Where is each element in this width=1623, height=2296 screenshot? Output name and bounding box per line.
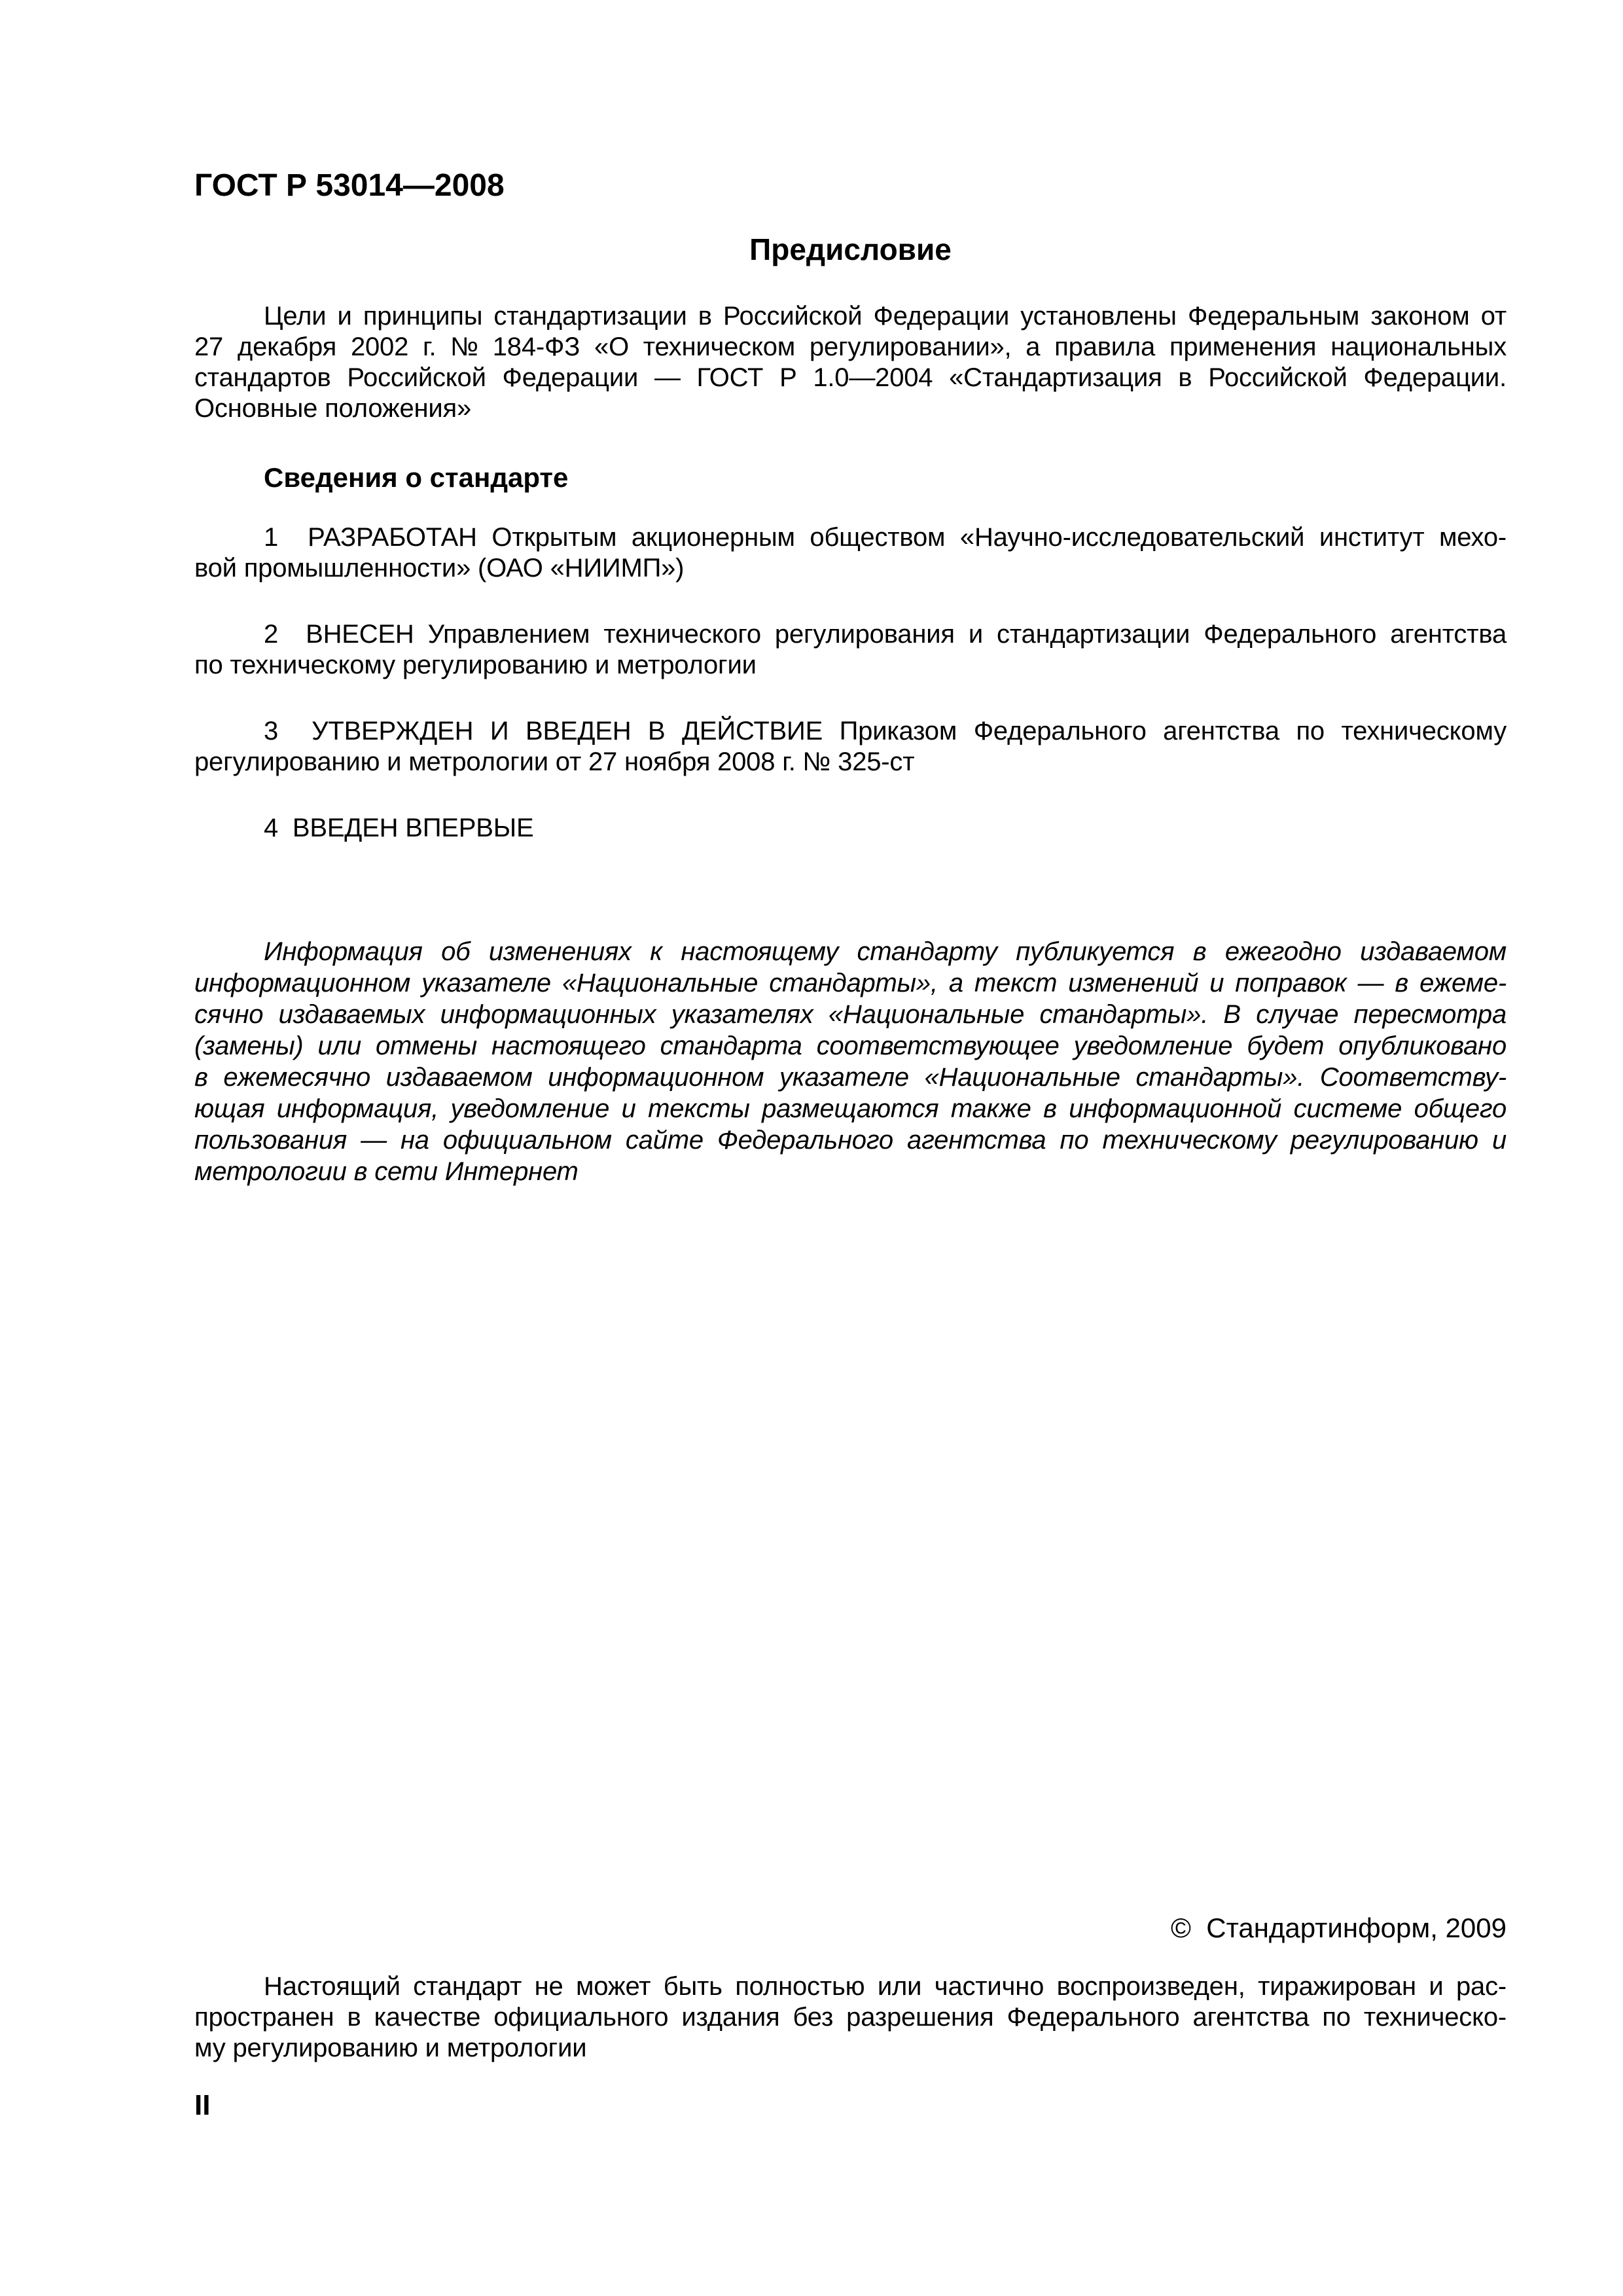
text-line: Информация об изменениях к настоящему стандарту публикуется в ежегодно издаваемом — [264, 937, 1507, 966]
item-vveden — [194, 813, 1507, 844]
text-line: пользования — на официальном сайте Федерального агентства по техническому регулированию и — [194, 1126, 1507, 1155]
doc-code: ГОСТ Р 53014—2008 — [194, 168, 505, 203]
text-line: по техническому регулированию и метрологии — [194, 651, 757, 679]
reproduction-notice — [194, 1971, 1507, 2064]
page-number: II — [194, 2089, 211, 2121]
text-line: информационном указателе «Национальные стандарты», а текст изменений и поправок — в ежеме- — [194, 969, 1507, 997]
text-line: му регулированию и метрологии — [194, 2034, 587, 2062]
text-line: регулированию и метрологии от 27 ноября 2008 г. № 325-ст — [194, 747, 915, 776]
text-line: Настоящий стандарт не может быть полностью или частично воспроизведен, тиражирован и рас- — [264, 1972, 1507, 2001]
text-line: 27 декабря 2002 г. № 184-ФЗ «О техническом регулировании», а правила применения национальных — [194, 332, 1507, 361]
text-line: вой промышленности» (ОАО «НИИМП») — [194, 554, 685, 583]
item-utverzhden — [194, 716, 1507, 778]
text-line: 3 УТВЕРЖДЕН И ВВЕДЕН В ДЕЙСТВИЕ Приказом Федерального агентства по техническому — [264, 717, 1507, 745]
standard-info-heading: Сведения о стандарте — [264, 462, 569, 493]
item-razrabotan — [194, 522, 1507, 584]
copyright-line: © Стандартинформ, 2009 — [1170, 1912, 1507, 1943]
text-line: (замены) или отмены настоящего стандарта соответствующее уведомление будет опубликовано — [194, 1031, 1507, 1060]
text-line: 4 ВВЕДЕН ВПЕРВЫЕ — [264, 814, 534, 842]
text-line: пространен в качестве официального издания без разрешения Федерального агентства по техническо- — [194, 2003, 1507, 2032]
text-line: 1 РАЗРАБОТАН Открытым акционерным обществом «Научно-исследовательский институт мехо- — [264, 523, 1507, 552]
text-line: сячно издаваемых информационных указателях «Национальные стандарты». В случае пересмотра — [194, 1000, 1507, 1029]
intro-paragraph — [194, 301, 1507, 424]
text-line: ющая информация, уведомление и тексты размещаются также в информационной системе общего — [194, 1094, 1507, 1123]
text-line: Основные положения» — [194, 394, 472, 423]
text-line: метрологии в сети Интернет — [194, 1157, 579, 1186]
text-line: стандартов Российской Федерации — ГОСТ Р 1.0—2004 «Стандартизация в Российской Федерации. — [194, 363, 1507, 392]
text-line: в ежемесячно издаваемом информационном указателе «Национальные стандарты». Соответству- — [194, 1063, 1507, 1092]
item-vnesen — [194, 619, 1507, 681]
amendment-notice — [194, 936, 1507, 1187]
text-line: Цели и принципы стандартизации в Российской Федерации установлены Федеральным законом от — [264, 302, 1507, 331]
page-title: Предисловие — [749, 232, 952, 266]
text-line: 2 ВНЕСЕН Управлением технического регулирования и стандартизации Федерального агентства — [264, 620, 1507, 649]
